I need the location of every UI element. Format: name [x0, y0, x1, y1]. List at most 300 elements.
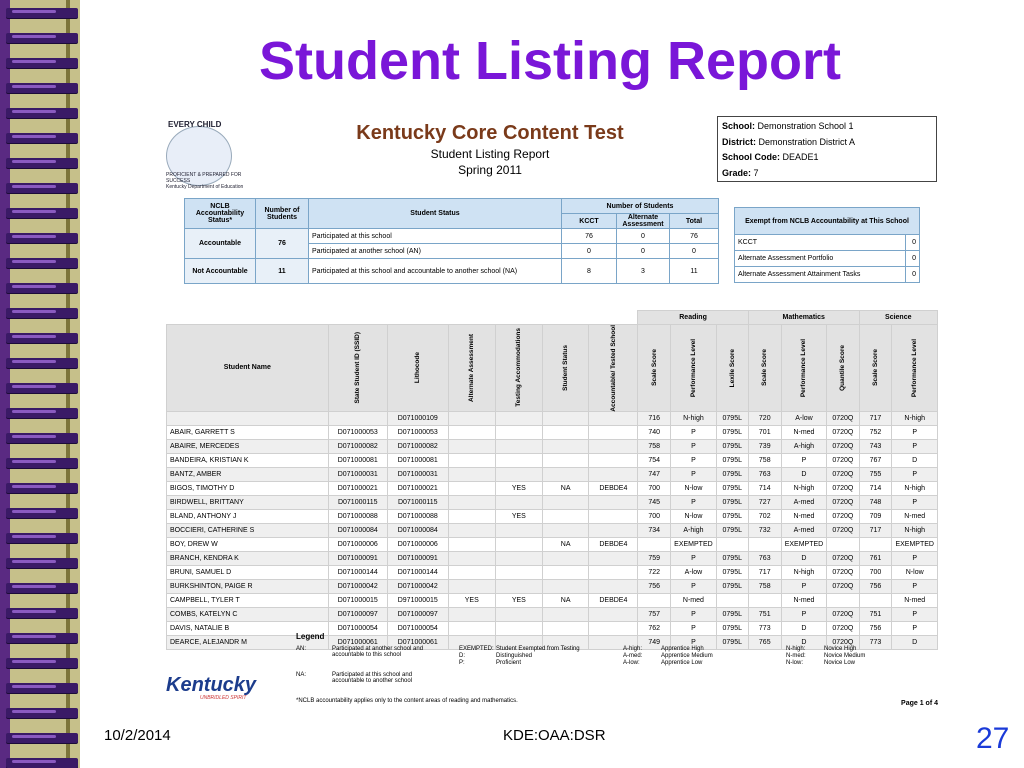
- listing-header-text: Quantile Score: [839, 344, 847, 391]
- code-value: DEADE1: [782, 152, 819, 162]
- table-cell: [589, 580, 638, 594]
- listing-header-text: Performance Level: [689, 338, 697, 397]
- table-cell: [448, 496, 495, 510]
- table-cell: 758: [638, 440, 671, 454]
- binder-ring-icon: [6, 258, 78, 268]
- table-cell: P: [781, 608, 827, 622]
- legend-nm-code: N-med:: [786, 653, 806, 659]
- table-row: [167, 440, 938, 454]
- table-cell: P: [892, 440, 938, 454]
- table-cell: [495, 454, 542, 468]
- table-cell: NA: [542, 594, 589, 608]
- table-cell: N-low: [671, 510, 717, 524]
- table-cell: [589, 496, 638, 510]
- report-image: [160, 110, 950, 718]
- table-cell: D071000031: [328, 468, 387, 482]
- table-cell: P: [671, 440, 717, 454]
- table-cell: N-med: [781, 510, 827, 524]
- table-cell: [859, 594, 892, 608]
- table-cell: 758: [748, 580, 781, 594]
- table-cell: 0795L: [716, 524, 748, 538]
- table-cell: D071000081: [328, 454, 387, 468]
- table-cell: BANDEIRA, KRISTIAN K: [167, 454, 329, 468]
- table-row: [167, 552, 938, 566]
- binder-ring-icon: [6, 33, 78, 43]
- table-cell: NA: [542, 538, 589, 552]
- exempt-header: Exempt from NCLB Accountability at This School: [735, 208, 920, 235]
- legend-nl-text: Novice Low: [824, 660, 856, 666]
- listing-header-text: Student Status: [562, 344, 570, 391]
- table-cell: EXEMPTED: [671, 538, 717, 552]
- group-math: Mathematics: [748, 311, 859, 325]
- table-cell: N-high: [781, 566, 827, 580]
- table-cell: [495, 412, 542, 426]
- table-cell: P: [892, 622, 938, 636]
- listing-header-text: State Student ID (SSID): [354, 332, 362, 404]
- table-cell: P: [671, 622, 717, 636]
- exempt-label: Alternate Assessment Attainment Tasks: [735, 267, 906, 283]
- exempt-value: 0: [905, 267, 919, 283]
- table-cell: D071000088: [328, 510, 387, 524]
- table-cell: 700: [638, 510, 671, 524]
- table-row: [167, 580, 938, 594]
- table-cell: [448, 538, 495, 552]
- table-cell: 0720Q: [827, 622, 859, 636]
- binder-ring-icon: [6, 233, 78, 243]
- table-cell: 0795L: [716, 426, 748, 440]
- binder-ring-icon: [6, 483, 78, 493]
- table-cell: P: [671, 636, 717, 650]
- binder-ring-icon: [6, 133, 78, 143]
- table-cell: [495, 496, 542, 510]
- table-cell: [495, 608, 542, 622]
- table-cell: [448, 412, 495, 426]
- accountable-count: 76: [256, 229, 309, 259]
- binder-ring-icon: [6, 533, 78, 543]
- table-cell: 0795L: [716, 454, 748, 468]
- table-cell: P: [892, 608, 938, 622]
- table-cell: 0795L: [716, 482, 748, 496]
- accountable-label: Accountable: [185, 229, 256, 259]
- table-cell: YES: [495, 482, 542, 496]
- listing-header-cell: [589, 324, 638, 412]
- table-cell: A-high: [781, 440, 827, 454]
- binder-ring-icon: [6, 208, 78, 218]
- table-cell: 748: [859, 496, 892, 510]
- table-cell: 722: [638, 566, 671, 580]
- table-cell: [448, 468, 495, 482]
- table-cell: [542, 440, 589, 454]
- table-cell: [827, 594, 859, 608]
- table-cell: N-high: [671, 412, 717, 426]
- table-cell: P: [671, 552, 717, 566]
- table-cell: [638, 594, 671, 608]
- listing-header-cell: [859, 324, 892, 412]
- table-cell: [495, 566, 542, 580]
- table-cell: [542, 524, 589, 538]
- summary-alt: 3: [617, 259, 670, 284]
- table-cell: BIGOS, TIMOTHY D: [167, 482, 329, 496]
- binder-ring-icon: [6, 308, 78, 318]
- table-cell: [542, 608, 589, 622]
- table-cell: D071000115: [387, 496, 448, 510]
- table-cell: 732: [748, 524, 781, 538]
- table-cell: 0720Q: [827, 454, 859, 468]
- not-accountable-label: Not Accountable: [185, 259, 256, 284]
- binder-ring-icon: [6, 608, 78, 618]
- binder-ring-icon: [6, 358, 78, 368]
- exempt-label: KCCT: [735, 235, 906, 251]
- legend-ah-code: A-high:: [623, 646, 643, 652]
- table-row: [167, 538, 938, 552]
- table-row: [167, 454, 938, 468]
- table-cell: DEBDE4: [589, 538, 638, 552]
- table-cell: [448, 552, 495, 566]
- listing-header-cell: Student Name: [167, 324, 329, 412]
- binder-ring-icon: [6, 8, 78, 18]
- table-row: [167, 496, 938, 510]
- summary-status: Participated at another school (AN): [309, 244, 562, 259]
- table-cell: D: [892, 454, 938, 468]
- table-cell: 0720Q: [827, 608, 859, 622]
- table-cell: N-low: [892, 566, 938, 580]
- table-cell: D071000097: [328, 608, 387, 622]
- table-cell: 0720Q: [827, 426, 859, 440]
- kentucky-logo: [166, 674, 256, 701]
- table-cell: D071000042: [387, 580, 448, 594]
- table-cell: 752: [859, 426, 892, 440]
- table-cell: YES: [495, 594, 542, 608]
- table-cell: [495, 440, 542, 454]
- table-cell: ABAIRE, MERCEDES: [167, 440, 329, 454]
- legend-d-code: D:: [459, 653, 465, 659]
- listing-header-text: Scale Score: [761, 349, 769, 387]
- binder-ring-icon: [6, 108, 78, 118]
- table-cell: [589, 426, 638, 440]
- listing-header-cell: [328, 324, 387, 412]
- table-cell: 0795L: [716, 412, 748, 426]
- table-cell: 767: [859, 454, 892, 468]
- summary-total: 0: [670, 244, 719, 259]
- exempt-label: Alternate Assessment Portfolio: [735, 251, 906, 267]
- legend-ex-text: Student Exempted from Testing: [496, 646, 580, 652]
- table-cell: 756: [859, 622, 892, 636]
- table-cell: D071000144: [387, 566, 448, 580]
- table-cell: P: [892, 580, 938, 594]
- kentucky-logo-text: Kentucky: [166, 674, 257, 696]
- table-cell: 749: [638, 636, 671, 650]
- summary-total: 11: [670, 259, 719, 284]
- table-cell: [542, 454, 589, 468]
- binder-ring-icon: [6, 333, 78, 343]
- logo-top-text: EVERY CHILD: [168, 120, 222, 129]
- table-cell: [748, 538, 781, 552]
- listing-header-cell: [892, 324, 938, 412]
- page-of-label: Page 1 of 4: [901, 700, 938, 707]
- listing-header-text: Performance Level: [800, 338, 808, 397]
- table-cell: D071000053: [387, 426, 448, 440]
- table-cell: BRUNI, SAMUEL D: [167, 566, 329, 580]
- table-cell: [589, 552, 638, 566]
- legend-am-code: A-med:: [623, 653, 643, 659]
- legend-note: *NCLB accountability applies only to the content areas of reading and mathematics.: [296, 698, 518, 704]
- legend-p-text: Proficient: [496, 660, 522, 666]
- legend-na-text: Participated at this school and accountable to another school: [332, 672, 413, 684]
- logo-bottom-label: PROFICIENT & PREPARED FOR SUCCESS: [166, 172, 242, 184]
- binder-ring-icon: [6, 558, 78, 568]
- legend-d-text: Distinguished: [496, 653, 533, 659]
- listing-header-text: Lithocode: [414, 352, 422, 384]
- table-cell: P: [671, 608, 717, 622]
- table-cell: 717: [748, 566, 781, 580]
- table-cell: 765: [748, 636, 781, 650]
- table-cell: D071000091: [328, 552, 387, 566]
- table-cell: 0720Q: [827, 468, 859, 482]
- table-cell: EXEMPTED: [892, 538, 938, 552]
- summary-status: Participated at this school: [309, 229, 562, 244]
- table-cell: 716: [638, 412, 671, 426]
- table-cell: DEBDE4: [589, 594, 638, 608]
- table-cell: [448, 482, 495, 496]
- table-cell: [448, 440, 495, 454]
- table-cell: P: [892, 496, 938, 510]
- table-cell: 773: [748, 622, 781, 636]
- table-cell: 743: [859, 440, 892, 454]
- table-cell: 720: [748, 412, 781, 426]
- table-cell: BURKSHINTON, PAIGE R: [167, 580, 329, 594]
- table-cell: [167, 412, 329, 426]
- table-cell: A-high: [671, 524, 717, 538]
- binder-ring-icon: [6, 83, 78, 93]
- table-cell: CAMPBELL, TYLER T: [167, 594, 329, 608]
- table-cell: [542, 510, 589, 524]
- table-cell: 0795L: [716, 510, 748, 524]
- table-cell: 0720Q: [827, 482, 859, 496]
- legend-an-code: AN:: [296, 646, 307, 652]
- table-cell: D071000088: [387, 510, 448, 524]
- table-cell: 0795L: [716, 580, 748, 594]
- report-term: Spring 2011: [458, 163, 522, 177]
- binder-ring-icon: [6, 633, 78, 643]
- table-cell: P: [892, 468, 938, 482]
- binder-ring-icon: [6, 683, 78, 693]
- summary-total: 76: [670, 229, 719, 244]
- logo-bottom-text: [166, 172, 246, 190]
- summary-alt: 0: [617, 244, 670, 259]
- table-cell: [716, 594, 748, 608]
- table-cell: D071000084: [387, 524, 448, 538]
- table-row: [167, 608, 938, 622]
- table-cell: 773: [859, 636, 892, 650]
- table-cell: COMBS, KATELYN C: [167, 608, 329, 622]
- code-label: School Code:: [722, 152, 780, 162]
- legend-title: Legend: [296, 632, 325, 641]
- table-cell: [542, 552, 589, 566]
- binder-ring-icon: [6, 583, 78, 593]
- table-cell: 747: [638, 468, 671, 482]
- binder-ring-icon: [6, 383, 78, 393]
- table-cell: 751: [748, 608, 781, 622]
- slide-number: 27: [976, 722, 1010, 755]
- binder-ring-icon: [6, 758, 78, 768]
- table-cell: [495, 538, 542, 552]
- table-cell: 756: [638, 580, 671, 594]
- legend-p-code: P:: [459, 660, 465, 666]
- table-cell: [448, 454, 495, 468]
- table-cell: [495, 580, 542, 594]
- footer-label: KDE:OAA:DSR: [503, 727, 606, 744]
- listing-header-cell: [748, 324, 781, 412]
- table-cell: [448, 608, 495, 622]
- table-cell: D071000042: [328, 580, 387, 594]
- table-cell: [542, 412, 589, 426]
- table-cell: [542, 580, 589, 594]
- table-cell: [328, 412, 387, 426]
- h-num-group: Number of Students: [562, 199, 719, 214]
- table-cell: [495, 524, 542, 538]
- table-cell: P: [781, 454, 827, 468]
- listing-header-text: Lexile Score: [728, 348, 736, 387]
- table-cell: DEBDE4: [589, 482, 638, 496]
- table-cell: N-med: [892, 510, 938, 524]
- table-row: [167, 412, 938, 426]
- table-cell: [542, 426, 589, 440]
- table-cell: 0795L: [716, 566, 748, 580]
- table-cell: ABAIR, GARRETT S: [167, 426, 329, 440]
- table-cell: [448, 566, 495, 580]
- table-cell: P: [892, 426, 938, 440]
- grade-label: Grade:: [722, 167, 752, 178]
- table-cell: N-high: [892, 412, 938, 426]
- table-cell: [748, 594, 781, 608]
- listing-header-cell: [387, 324, 448, 412]
- table-cell: [827, 538, 859, 552]
- legend-nl-code: N-low:: [786, 660, 804, 666]
- binder-ring-icon: [6, 408, 78, 418]
- table-cell: 757: [638, 608, 671, 622]
- table-cell: P: [671, 496, 717, 510]
- table-cell: P: [671, 580, 717, 594]
- table-cell: 0720Q: [827, 552, 859, 566]
- table-cell: N-med: [781, 426, 827, 440]
- table-row: [167, 426, 938, 440]
- table-cell: A-low: [781, 412, 827, 426]
- school-label: School:: [722, 121, 755, 131]
- listing-header-cell: [448, 324, 495, 412]
- table-cell: 0795L: [716, 440, 748, 454]
- legend-nm-text: Novice Medium: [824, 653, 866, 659]
- table-cell: BIRDWELL, BRITTANY: [167, 496, 329, 510]
- table-cell: D: [781, 552, 827, 566]
- table-cell: [542, 496, 589, 510]
- table-row: [167, 566, 938, 580]
- h-total: Total: [670, 214, 719, 229]
- table-cell: 759: [638, 552, 671, 566]
- listing-header-text: Scale Score: [871, 349, 879, 387]
- table-row: [167, 482, 938, 496]
- table-cell: BLAND, ANTHONY J: [167, 510, 329, 524]
- table-cell: [448, 580, 495, 594]
- grade-value: 7: [753, 167, 759, 178]
- table-cell: 745: [638, 496, 671, 510]
- binder-ring-icon: [6, 508, 78, 518]
- table-cell: N-high: [892, 482, 938, 496]
- table-cell: [589, 510, 638, 524]
- table-cell: D071000109: [387, 412, 448, 426]
- binder-ring-icon: [6, 658, 78, 668]
- table-cell: 714: [859, 482, 892, 496]
- table-cell: D: [781, 636, 827, 650]
- legend-al-code: A-low:: [623, 660, 640, 666]
- table-cell: 763: [748, 468, 781, 482]
- table-cell: D071000061: [387, 636, 448, 650]
- h-alt: Alternate Assessment: [617, 214, 670, 229]
- table-cell: BOY, DREW W: [167, 538, 329, 552]
- table-cell: [495, 552, 542, 566]
- listing-header-text: Accountable/ Tested School: [609, 324, 617, 412]
- table-cell: [448, 426, 495, 440]
- table-cell: 717: [859, 524, 892, 538]
- legend-na-code: NA:: [296, 672, 307, 678]
- logo-sub-label: Kentucky Department of Education: [166, 184, 244, 190]
- table-cell: 734: [638, 524, 671, 538]
- table-cell: 717: [859, 412, 892, 426]
- district-label: District:: [722, 136, 757, 147]
- table-cell: D: [892, 636, 938, 650]
- listing-header-text: Testing Accommodations: [515, 328, 523, 408]
- table-cell: DEARCE, ALEJANDR M: [167, 636, 329, 650]
- table-cell: D071000097: [387, 608, 448, 622]
- table-cell: D071000084: [328, 524, 387, 538]
- table-cell: 758: [748, 454, 781, 468]
- listing-header-text: Scale Score: [650, 349, 658, 387]
- table-cell: D: [781, 622, 827, 636]
- table-cell: DAVIS, NATALIE B: [167, 622, 329, 636]
- slide-title: Student Listing Report: [259, 31, 841, 91]
- listing-header-cell: [671, 324, 717, 412]
- grade-line: [722, 166, 932, 182]
- table-cell: D071000054: [328, 622, 387, 636]
- table-cell: [589, 566, 638, 580]
- summary-status: Participated at this school and accountable to another school (NA): [309, 259, 562, 284]
- binder-ring-icon: [6, 433, 78, 443]
- table-cell: EXEMPTED: [781, 538, 827, 552]
- table-cell: 754: [638, 454, 671, 468]
- summary-table: [184, 198, 719, 284]
- table-cell: 0720Q: [827, 412, 859, 426]
- table-cell: [542, 566, 589, 580]
- group-science: Science: [859, 311, 937, 325]
- school-info-box: [717, 116, 937, 182]
- report-header: [300, 122, 680, 177]
- listing-header-cell: [827, 324, 859, 412]
- exempt-value: 0: [905, 251, 919, 267]
- table-cell: 751: [859, 608, 892, 622]
- table-cell: N-med: [892, 594, 938, 608]
- table-cell: D071000021: [328, 482, 387, 496]
- table-cell: 761: [859, 552, 892, 566]
- table-cell: 701: [748, 426, 781, 440]
- listing-header-cell: [716, 324, 748, 412]
- table-cell: D071000081: [387, 454, 448, 468]
- listing-header-cell: [495, 324, 542, 412]
- table-cell: D071000061: [328, 636, 387, 650]
- binder-ring-icon: [6, 283, 78, 293]
- table-cell: 0720Q: [827, 496, 859, 510]
- school-value: Demonstration School 1: [757, 121, 854, 131]
- table-cell: [589, 468, 638, 482]
- code-line: [722, 150, 932, 166]
